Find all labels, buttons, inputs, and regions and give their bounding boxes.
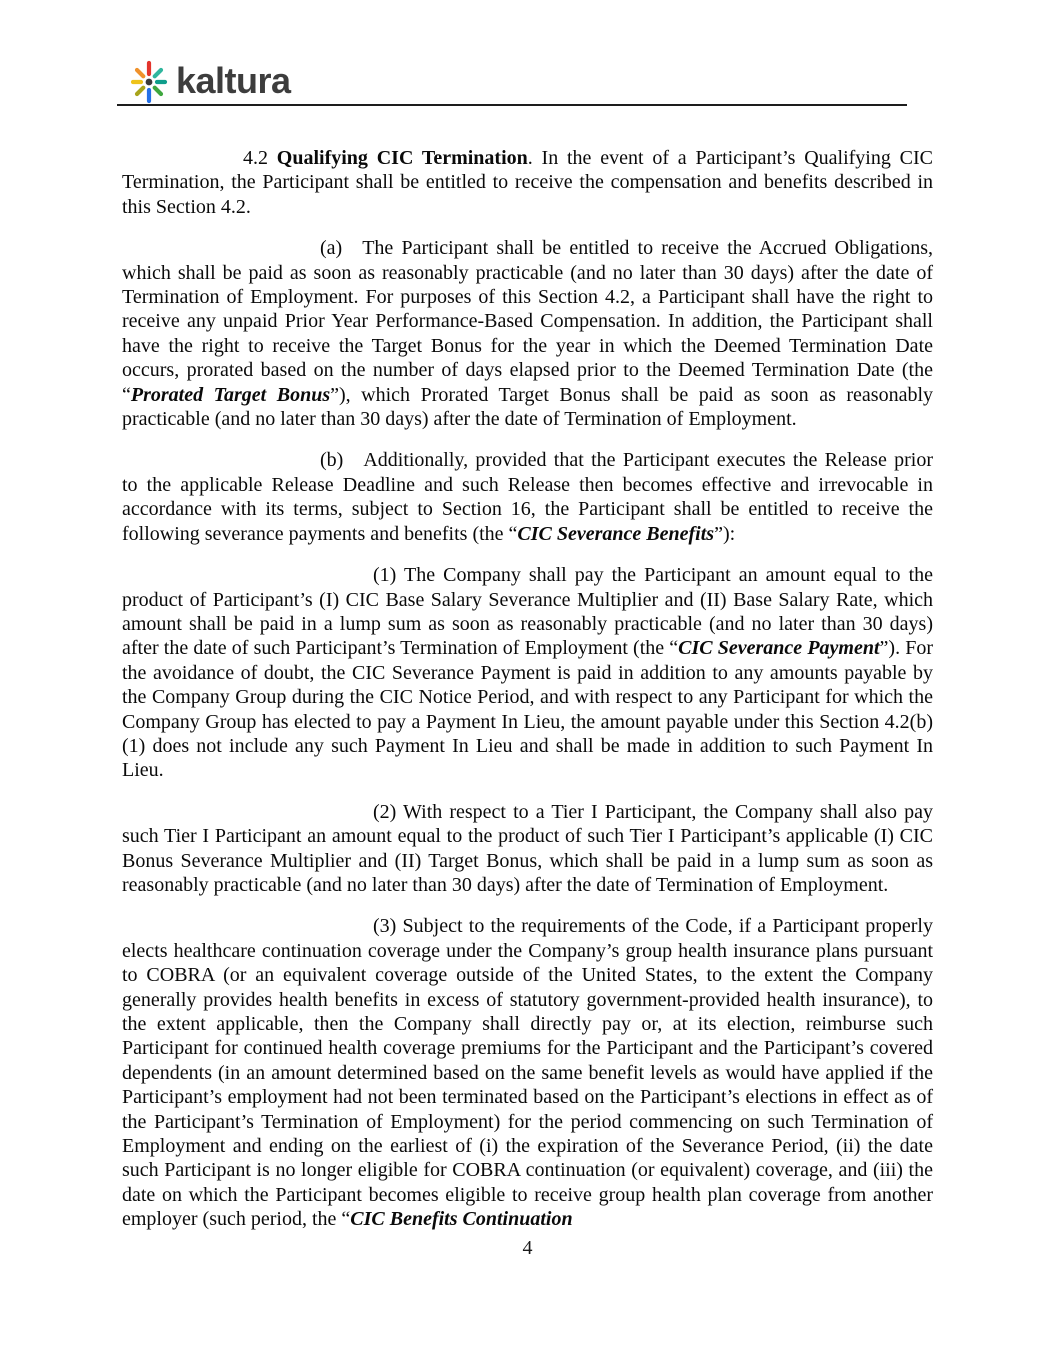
- text-run: CIC Benefits Continuation: [350, 1208, 573, 1231]
- text-run: ”):: [714, 522, 736, 545]
- paragraph-b: [122, 448, 933, 546]
- text-run: ”). For the avoidance of doubt, the CIC Severance Payment is paid in addition to any amounts payable by the Company Group during the CIC Notice Period, and with respect to any Participant for which the Company Group has elected to pay a Payment In Lieu, the amount payable under this Section 4.2(b)(1) does not include any such Payment In Lieu and shall be made in addition to such Payment In Lieu.: [122, 637, 933, 782]
- text-run: Qualifying CIC Termination: [276, 147, 528, 169]
- text-run: (2) With respect to a Tier I Participant, the Company shall also pay such Tier I Participant an amount equal to the product of such Tier I Participant’s applicable (I) CIC Bonus Severance Multiplier and (II) Target Bonus, which shall be paid in a lump sum as soon as reasonably practicable (and no later than 30 days) after the date of Termination of Employment.: [122, 800, 933, 896]
- text-run: (3) Subject to the requirements of the Code, if a Participant properly elects healthcare continuation coverage under the Company’s group health insurance plans pursuant to COBRA (or an equivalent coverage outside of the United States, to the extent the Company generally provides health benefits in excess of statutory government-provided health insurance), to the extent applicable, then the Company shall directly pay or, at its election, reimburse such Participant for continued health coverage premiums for the Participant and the Participant’s covered dependents (in an amount determined based on the same benefit levels as would have applied if the Participant’s employment had not been terminated based on the Participant’s elections in effect as of the Participant’s Termination of Employment) for the period commencing on such Termination of Employment and ending on the earliest of (i) the expiration of the Severance Period, (ii) the date such Participant is no longer eligible for COBRA continuation (or equivalent) coverage, and (iii) the date on which the Participant becomes eligible to receive group health plan coverage from another employer (such period, the “: [122, 915, 933, 1231]
- text-run: CIC Severance Benefits: [517, 522, 715, 545]
- text-run: 4.2: [243, 147, 277, 169]
- logo-wordmark: kaltura: [176, 60, 291, 101]
- paragraph-b-2: [122, 800, 933, 898]
- paragraph-b-1: [122, 563, 933, 783]
- text-run: Prorated Target Bonus: [130, 383, 331, 406]
- text-run: (1) The Company shall pay the Participant an amount equal to the product of Participant’s (I) CIC Base Salary Severance Multiplier and (II) Base Salary Rate, which amount shall be paid in a lump sum as soon as reasonably practicable (and no later than 30 days) after the date of such Participant’s Termination of Employment (the “: [122, 564, 933, 660]
- paragraph-section-4-2: [122, 146, 933, 219]
- header-divider: [117, 104, 907, 106]
- kaltura-sun-icon: [126, 57, 172, 107]
- document-body: [122, 146, 933, 1249]
- text-run: (b) Additionally, provided that the Participant executes the Release prior to the applicable Release Deadline and such Release then becomes effective and irrevocable in accordance with its terms, subject to Section 16, the Participant shall be entitled to receive the following severance payments and benefits (the “: [122, 449, 933, 545]
- page-number: 4: [522, 1237, 533, 1259]
- paragraph-a: [122, 236, 933, 431]
- text-run: (a) The Participant shall be entitled to receive the Accrued Obligations, which shall be paid as soon as reasonably practicable (and no later than 30 days) after the date of Termination of Employment. For purposes of this Section 4.2, a Participant shall have the right to receive any unpaid Prior Year Performance-Based Compensation. In addition, the Participant shall have the right to receive the Target Bonus for the year in which the Deemed Termination Date occurs, prorated based on the number of days elapsed prior to the Deemed Termination Date (the “: [122, 237, 933, 406]
- text-run: ”), which Prorated Target Bonus shall be paid as soon as reasonably practicable (and no later than 30 days) after the date of Termination of Employment.: [122, 383, 934, 431]
- text-run: CIC Severance Payment: [678, 637, 880, 660]
- text-run: . In the event of a Participant’s Qualifying CIC Termination, the Participant shall be entitled to receive the compensation and benefits described in this Section 4.2.: [122, 147, 933, 218]
- logo-dot: [146, 79, 153, 86]
- paragraph-b-3: [122, 914, 933, 1231]
